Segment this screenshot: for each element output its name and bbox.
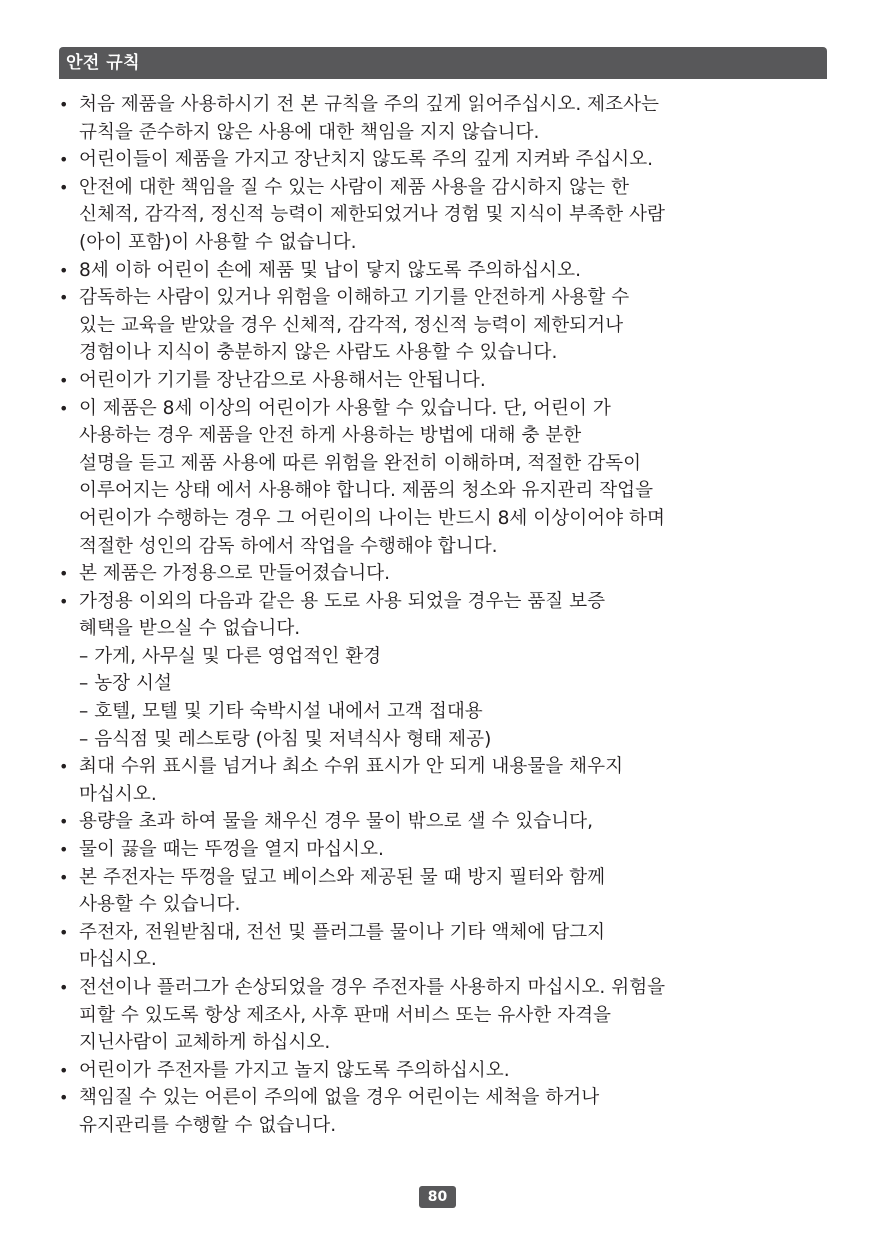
rule-item (59, 284, 829, 367)
rule-item (59, 588, 829, 754)
section-title: 안전 규칙 (66, 53, 141, 73)
rule-text-line: 이루어지는 상태 에서 사용해야 합니다. 제품의 청소와 유지관리 작업을 (79, 480, 654, 502)
rule-text-line: 마십시오. (79, 783, 157, 805)
rule-text-line: 전선이나 플러그가 손상되었을 경우 주전자를 사용하지 마십시오. 위험을 (79, 977, 666, 998)
rule-text-line: 주전자, 전원받침대, 전선 및 플러그를 물이나 기타 액체에 담그지 (79, 921, 606, 943)
bullet-icon: • (59, 370, 69, 390)
rule-item (59, 919, 829, 974)
rule-text-line: 어린이들이 제품을 가지고 장난치지 않도록 주의 깊게 지켜봐 주십시오. (79, 149, 654, 171)
rule-text-line: 이 제품은 8세 이상의 어린이가 사용할 수 있습니다. 단, 어린이 가 (79, 397, 611, 419)
rule-text-line: 사용하는 경우 제품을 안전 하게 사용하는 방법에 대해 충 분한 (79, 425, 582, 447)
rule-text-line: 신체적, 감각적, 정신적 능력이 제한되었거나 경험 및 지식이 부족한 사람 (79, 204, 665, 226)
rule-item (59, 864, 829, 919)
bullet-icon: • (59, 564, 69, 584)
bullet-icon: • (59, 150, 69, 170)
rule-text-line: 본 주전자는 뚜껑을 덮고 베이스와 제공된 물 때 방지 필터와 함께 (79, 866, 606, 888)
rule-item (59, 146, 829, 174)
rule-item (59, 1057, 829, 1085)
rule-text-line: 어린이가 기기를 장난감으로 사용해서는 안됩니다. (79, 369, 486, 391)
rule-text-line: 처음 제품을 사용하시기 전 본 규칙을 주의 깊게 읽어주십시오. 제조사는 (79, 94, 659, 115)
rule-item (59, 753, 829, 808)
rule-item (59, 560, 829, 588)
bullet-icon: • (59, 591, 69, 611)
rule-text-line: 책임질 수 있는 어른이 주의에 없을 경우 어린이는 세척을 하거나 (79, 1087, 600, 1109)
bullet-icon: • (59, 1060, 69, 1080)
rule-text-line: 용량을 초과 하여 물을 채우신 경우 물이 밖으로 샐 수 있습니다, (79, 811, 594, 833)
bullet-icon: • (59, 867, 69, 887)
rule-text-line: 설명을 듣고 제품 사용에 따른 위험을 완전히 이해하며, 적절한 감독이 (79, 452, 642, 474)
bullet-icon: • (59, 1088, 69, 1108)
rule-text-line: 안전에 대한 책임을 질 수 있는 사람이 제품 사용을 감시하지 않는 한 (79, 176, 629, 198)
safety-rules-list (59, 91, 829, 1140)
page-number: 80 (419, 1186, 456, 1208)
rule-text-line: 마십시오. (79, 949, 157, 971)
sub-item-text: – 가게, 사무실 및 다른 영업적인 환경 (79, 645, 382, 667)
rule-text-line: (아이 포함)이 사용할 수 없습니다. (79, 231, 357, 253)
bullet-icon: • (59, 398, 69, 418)
rule-text-line: 유지관리를 수행할 수 없습니다. (79, 1114, 337, 1136)
rule-text-line: 피할 수 있도록 항상 제조사, 사후 판매 서비스 또는 유사한 자격을 (79, 1004, 612, 1026)
rule-item (59, 808, 829, 836)
rule-text-line: 어린이가 수행하는 경우 그 어린이의 나이는 반드시 8세 이상이어야 하며 (79, 507, 665, 529)
bullet-icon: • (59, 95, 69, 114)
rule-text-line: 8세 이하 어린이 손에 제품 및 납이 닿지 않도록 주의하십시오. (79, 259, 582, 281)
bullet-icon: • (59, 812, 69, 832)
rule-item (59, 395, 829, 561)
rule-text-line: 있는 교육을 받았을 경우 신체적, 감각적, 정신적 능력이 제한되거나 (79, 314, 624, 336)
rule-item (59, 91, 829, 146)
rule-item (59, 836, 829, 864)
rule-text-line: 감독하는 사람이 있거나 위험을 이해하고 기기를 안전하게 사용할 수 (79, 287, 630, 309)
rule-item (59, 257, 829, 285)
rule-text-line: 사용할 수 있습니다. (79, 894, 241, 916)
bullet-icon: • (59, 260, 69, 280)
rule-text-line: 어린이가 주전자를 가지고 놀지 않도록 주의하십시오. (79, 1059, 510, 1081)
bullet-icon: • (59, 922, 69, 942)
rule-text-line: 규칙을 준수하지 않은 사용에 대한 책임을 지지 않습니다. (79, 121, 540, 143)
rule-text-line: 지닌사람이 교체하게 하십시오. (79, 1032, 331, 1054)
sub-item-text: – 농장 시설 (79, 673, 172, 695)
bullet-icon: • (59, 978, 69, 997)
rule-text-line: 최대 수위 표시를 넘거나 최소 수위 표시가 안 되게 내용물을 채우지 (79, 756, 624, 778)
rule-text-line: 물이 끓을 때는 뚜껑을 열지 마십시오. (79, 839, 384, 861)
bullet-icon: • (59, 757, 69, 777)
rule-item (59, 1084, 829, 1139)
rule-text-line: 적절한 성인의 감독 하에서 작업을 수행해야 합니다. (79, 535, 498, 557)
rule-item (59, 974, 829, 1057)
rule-item (59, 174, 829, 257)
rule-text-line: 혜택을 받으실 수 없습니다. (79, 618, 301, 640)
bullet-icon: • (59, 288, 69, 308)
sub-item-text: – 음식점 및 레스토랑 (아침 및 저녁식사 형태 제공) (79, 728, 492, 750)
rule-text-line: 경험이나 지식이 충분하지 않은 사람도 사용할 수 있습니다. (79, 342, 558, 364)
section-header (59, 47, 827, 79)
sub-item-text: – 호텔, 모텔 및 기타 숙박시설 내에서 고객 접대용 (79, 701, 483, 723)
rule-text-line: 가정용 이외의 다음과 같은 용 도로 사용 되었을 경우는 품질 보증 (79, 590, 606, 612)
bullet-icon: • (59, 177, 69, 197)
rule-text-line: 본 제품은 가정용으로 만들어졌습니다. (79, 563, 391, 585)
bullet-icon: • (59, 840, 69, 860)
rule-item (59, 367, 829, 395)
